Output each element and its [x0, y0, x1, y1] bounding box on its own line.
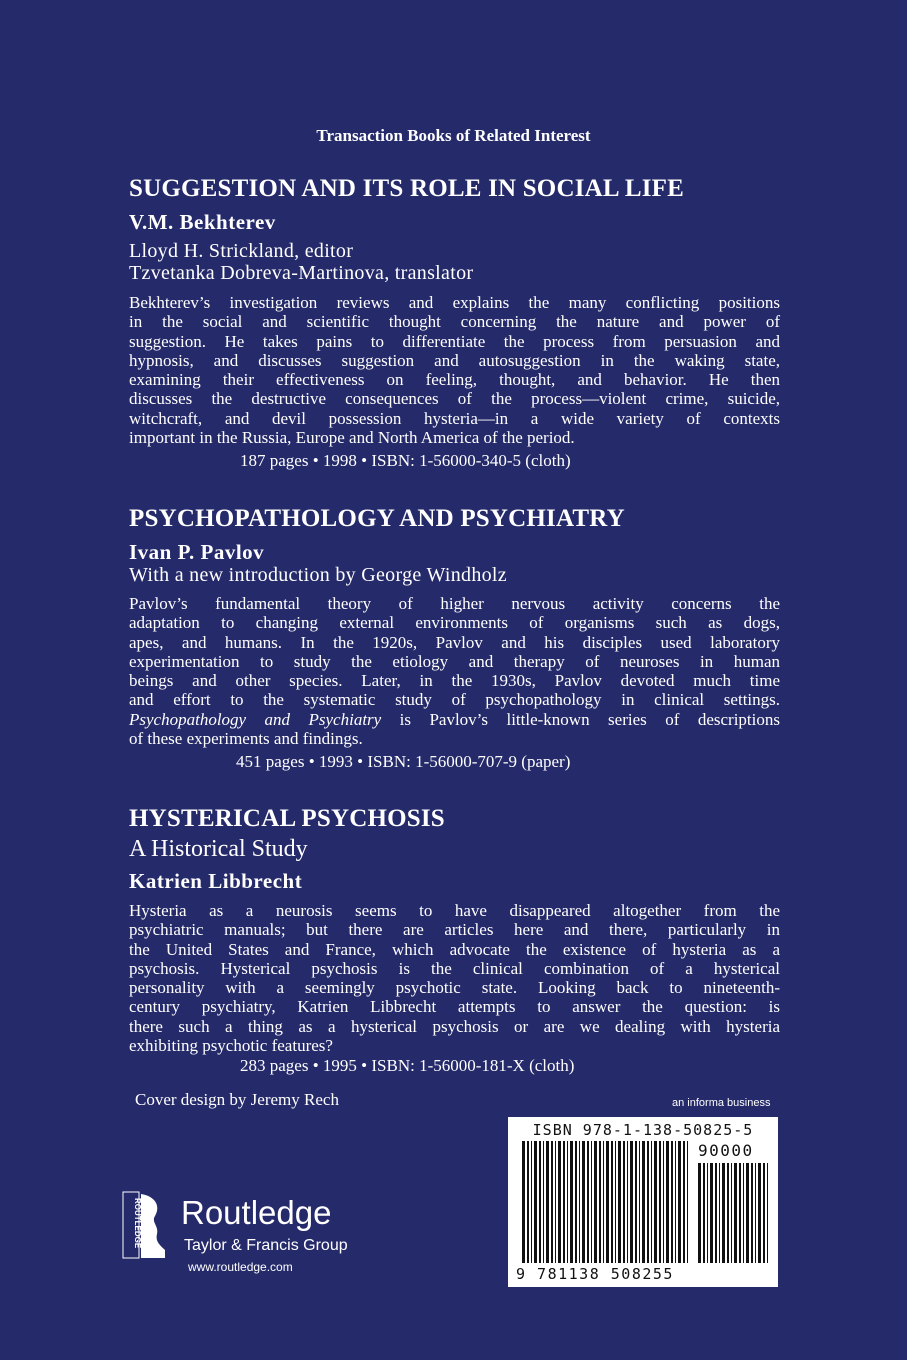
- book-1-desc-line: discusses the destructive consequences of the process—violent crime, suicide,: [129, 389, 780, 409]
- book-1-author: V.M. Bekhterev: [129, 210, 276, 234]
- barcode-price-code: 90000: [698, 1141, 754, 1160]
- logo-vertical-text: ROUTLEDGE: [133, 1198, 142, 1249]
- book-1-pubinfo: 187 pages • 1998 • ISBN: 1-56000-340-5 (cloth): [240, 451, 571, 470]
- barcode-bar: [647, 1141, 649, 1263]
- book-1-desc-line: suggestion. He takes pains to differentiate the process from persuasion and: [129, 331, 780, 351]
- barcode-bar: [623, 1141, 625, 1263]
- barcode-bar: [567, 1141, 568, 1263]
- book-3-desc-line: psychiatric manuals; but there are articles here and there, particularly in: [129, 920, 780, 940]
- barcode-bar: [767, 1163, 768, 1263]
- book-2-desc-line: of these experiments and findings.: [129, 729, 363, 749]
- book-1-desc-line: in the social and scientific thought concerning the nature and power of: [129, 312, 780, 332]
- book-1-desc-line: Bekhterev’s investigation reviews and explains the many conflicting positions: [129, 293, 780, 312]
- book-3-desc-line: psychosis. Hysterical psychosis is the clinical combination of a hysterical: [129, 958, 780, 978]
- book-2-desc-line: [129, 710, 780, 729]
- publisher-group: Taylor & Francis Group: [184, 1237, 348, 1254]
- barcode-isbn-label: ISBN 978-1-138-50825-5: [532, 1121, 754, 1139]
- barcode-bar: [651, 1141, 652, 1263]
- book-1-editor: Lloyd H. Strickland, editor: [129, 240, 354, 262]
- book-1-translator: Tzvetanka Dobreva-Martinova, translator: [129, 262, 474, 284]
- informa-tagline: an informa business: [672, 1097, 771, 1109]
- book-3-pubinfo: 283 pages • 1995 • ISBN: 1-56000-181-X (cloth): [240, 1056, 575, 1075]
- barcode-bar: [666, 1141, 669, 1263]
- book-3-desc-line: personality with a seemingly psychotic state. Looking back to nineteenth-: [129, 978, 780, 998]
- barcode-bar: [555, 1141, 556, 1263]
- routledge-logo-icon: [121, 1190, 167, 1260]
- barcode-bar: [575, 1141, 577, 1263]
- barcode-bar: [570, 1141, 573, 1263]
- barcode-main-bars: [522, 1141, 692, 1263]
- barcode-bar: [639, 1141, 640, 1263]
- cover-credit: Cover design by Jeremy Rech: [135, 1090, 339, 1109]
- barcode-bar: [627, 1141, 628, 1263]
- barcode-bar: [606, 1141, 609, 1263]
- barcode-bar: [543, 1141, 544, 1263]
- barcode-bar: [719, 1163, 720, 1263]
- book-2-desc-line: apes, and humans. In the 1920s, Pavlov and his disciples used laboratory: [129, 632, 780, 652]
- book-2-author: Ivan P. Pavlov: [129, 540, 265, 564]
- barcode-bar: [734, 1163, 737, 1263]
- barcode-bar: [522, 1141, 525, 1263]
- barcode-bar: [703, 1163, 705, 1263]
- barcode-digits: 9 781138 508255: [516, 1265, 674, 1283]
- barcode-bar: [563, 1141, 565, 1263]
- book-1-desc-line: witchcraft, and devil possession hysteria—in a wide variety of contexts: [129, 408, 780, 428]
- barcode-bar: [531, 1141, 532, 1263]
- book-3-desc-line: century psychiatry, Katrien Libbrecht attempts to answer the question: is: [129, 997, 780, 1017]
- barcode-bar: [675, 1141, 676, 1263]
- book-2-introduction: With a new introduction by George Windholz: [129, 564, 507, 586]
- barcode-bar: [743, 1163, 744, 1263]
- barcode-bar: [539, 1141, 541, 1263]
- barcode-bar: [551, 1141, 553, 1263]
- barcode-bar: [727, 1163, 729, 1263]
- book-3-title: HYSTERICAL PSYCHOSIS: [129, 805, 445, 832]
- barcode-bar: [591, 1141, 592, 1263]
- book-1-desc-line: examining their effectiveness on feeling, thought, and behavior. He then: [129, 370, 780, 390]
- barcode-bar: [615, 1141, 616, 1263]
- book-2-desc-line: experimentation to study the etiology and therapy of neuroses in human: [129, 651, 780, 671]
- barcode-bar: [635, 1141, 637, 1263]
- barcode-bar: [603, 1141, 604, 1263]
- book-3-desc-line: there such a thing as a hysterical psychosis or are we dealing with hysteria: [129, 1016, 780, 1036]
- barcode-bar: [707, 1163, 708, 1263]
- barcode-addon-bars: [698, 1163, 770, 1263]
- barcode-bar: [618, 1141, 621, 1263]
- barcode-bar: [746, 1163, 749, 1263]
- barcode: [508, 1117, 778, 1287]
- book-3-desc-line: Hysteria as a neurosis seems to have disappeared altogether from the: [129, 901, 780, 920]
- book-2-title: PSYCHOPATHOLOGY AND PSYCHIATRY: [129, 505, 625, 532]
- book-3-author: Katrien Libbrecht: [129, 869, 303, 893]
- barcode-bar: [582, 1141, 585, 1263]
- barcode-bar: [527, 1141, 529, 1263]
- section-header: Transaction Books of Related Interest: [316, 126, 591, 145]
- book-2-desc-line: Pavlov’s fundamental theory of higher nervous activity concerns the: [129, 594, 780, 613]
- book-2-desc-fragment: is Pavlov’s little-known series of descriptions: [381, 709, 780, 729]
- book-1-desc-line: important in the Russia, Europe and North America of the period.: [129, 428, 575, 448]
- barcode-bar: [715, 1163, 717, 1263]
- logo-head-silhouette: [141, 1194, 165, 1258]
- publisher-url: www.routledge.com: [188, 1260, 293, 1274]
- book-3-subtitle: A Historical Study: [129, 836, 308, 862]
- barcode-bar: [654, 1141, 657, 1263]
- book-1-title: SUGGESTION AND ITS ROLE IN SOCIAL LIFE: [129, 175, 684, 202]
- book-2-desc-line: adaptation to changing external environments of organisms such as dogs,: [129, 613, 780, 633]
- barcode-bar: [758, 1163, 761, 1263]
- publisher-name: Routledge: [181, 1194, 332, 1231]
- barcode-bar: [642, 1141, 645, 1263]
- barcode-bar: [751, 1163, 753, 1263]
- book-2-desc-line: and effort to the systematic study of psychopathology in clinical settings.: [129, 690, 780, 710]
- book-3-desc-line: exhibiting psychotic features?: [129, 1036, 333, 1056]
- barcode-bar: [630, 1141, 633, 1263]
- barcode-bar: [739, 1163, 741, 1263]
- book-2-description: [129, 594, 780, 748]
- barcode-bar: [687, 1141, 688, 1263]
- barcode-bar: [698, 1163, 701, 1263]
- book-2-pubinfo: 451 pages • 1993 • ISBN: 1-56000-707-9 (paper): [236, 752, 571, 771]
- barcode-bar: [558, 1141, 561, 1263]
- barcode-bar: [663, 1141, 664, 1263]
- barcode-bar: [546, 1141, 549, 1263]
- book-2-italic-title: Psychopathology and Psychiatry: [129, 709, 382, 729]
- barcode-bar: [611, 1141, 613, 1263]
- barcode-bar: [534, 1141, 537, 1263]
- barcode-bar: [722, 1163, 725, 1263]
- barcode-bar: [671, 1141, 673, 1263]
- barcode-bar: [678, 1141, 681, 1263]
- barcode-bar: [763, 1163, 765, 1263]
- barcode-bar: [659, 1141, 661, 1263]
- book-3-desc-line: the United States and France, which advocate the existence of hysteria as a: [129, 939, 780, 959]
- book-2-desc-line: beings and other species. Later, in the 1930s, Pavlov devoted much time: [129, 671, 780, 691]
- barcode-bar: [731, 1163, 732, 1263]
- book-1-desc-line: hypnosis, and discusses suggestion and autosuggestion in the waking state,: [129, 350, 780, 370]
- book-3-description: [129, 901, 780, 1055]
- barcode-bar: [710, 1163, 713, 1263]
- barcode-bar: [587, 1141, 589, 1263]
- barcode-bar: [755, 1163, 756, 1263]
- barcode-bar: [594, 1141, 597, 1263]
- barcode-bar: [683, 1141, 685, 1263]
- barcode-bar: [579, 1141, 580, 1263]
- barcode-bar: [599, 1141, 601, 1263]
- book-1-description: [129, 293, 780, 447]
